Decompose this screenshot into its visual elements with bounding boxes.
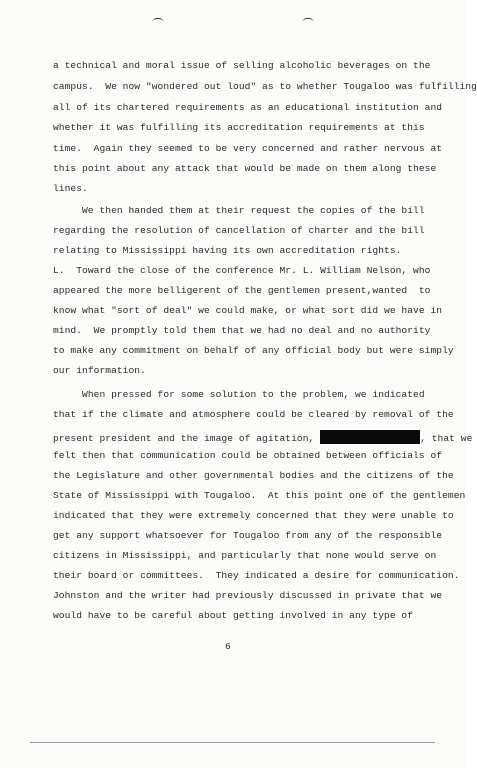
text-line-25: citizens in Mississippi, and particularly that none would serve on — [53, 550, 437, 561]
text-line-19 — [53, 430, 472, 445]
text-line-15: to make any commitment on behalf of any official body but were simply — [53, 345, 454, 356]
text-line-28: would have to be careful about getting involved in any type of — [53, 610, 414, 621]
page-number: 6 — [225, 641, 231, 652]
text-line-11: L. Toward the close of the conference Mr. L. William Nelson, who — [53, 265, 431, 276]
text-line-2: campus. We now "wondered out loud" as to whether Tougaloo was fulfilling — [53, 81, 477, 92]
text-line-12: appeared the more belligerent of the gentlemen present,wanted to — [53, 285, 431, 296]
text-line-6: this point about any attack that would be made on them along these — [53, 163, 437, 174]
text-line-24: get any support whatsoever for Tougaloo from any of the responsible — [53, 530, 443, 541]
text-line-27: Johnston and the writer had previously discussed in private that we — [53, 590, 443, 601]
text-line-7: lines. — [53, 183, 88, 194]
text-line-8: We then handed them at their request the copies of the bill — [53, 205, 425, 216]
top-left-punch-mark — [152, 18, 164, 23]
text-line-3: all of its chartered requirements as an educational institution and — [53, 102, 443, 113]
text-line-20: felt then that communication could be obtained between officials of — [53, 450, 443, 461]
text-line-10: relating to Mississippi having its own accreditation rights. — [53, 245, 402, 256]
text-line-14: mind. We promptly told them that we had no deal and no authority — [53, 325, 431, 336]
top-right-punch-mark — [302, 18, 314, 23]
text-line-26: their board or committees. They indicated a desire for communication. — [53, 570, 460, 581]
text-line-4: whether it was fulfilling its accreditation requirements at this — [53, 122, 425, 133]
text-line-18: that if the climate and atmosphere could be cleared by removal of the — [53, 409, 454, 420]
text-line-13: know what "sort of deal" we could make, or what sort did we have in — [53, 305, 443, 316]
text-line-19-end: , that we — [420, 433, 473, 444]
bottom-scan-line — [30, 742, 435, 743]
text-line-22: State of Mississippi with Tougaloo. At this point one of the gentlemen — [53, 490, 466, 501]
text-line-21: the Legislature and other governmental bodies and the citizens of the — [53, 470, 454, 481]
text-line-19-start: present president and the image of agitation, — [53, 433, 315, 444]
text-line-1: a technical and moral issue of selling alcoholic beverages on the — [53, 60, 431, 71]
text-line-16: our information. — [53, 365, 146, 376]
redaction-block — [320, 430, 420, 444]
text-line-5: time. Again they seemed to be very concerned and rather nervous at — [53, 143, 443, 154]
text-line-17: When pressed for some solution to the problem, we indicated — [53, 389, 425, 400]
text-line-23: indicated that they were extremely concerned that they were unable to — [53, 510, 454, 521]
text-line-9: regarding the resolution of cancellation of charter and the bill — [53, 225, 425, 236]
